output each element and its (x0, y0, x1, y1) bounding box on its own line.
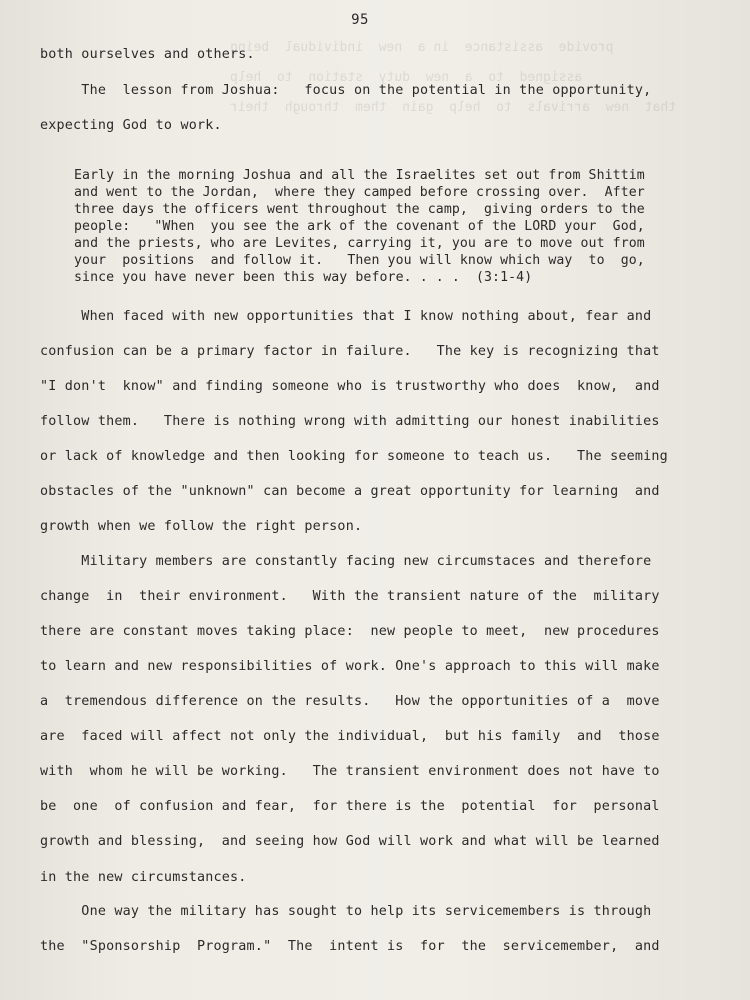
text-line: growth and blessing, and seeing how God will work and what will be learned (40, 834, 660, 849)
show-through-texture: that new arrivals to help gain them through their (230, 100, 677, 115)
text-line: the "Sponsorship Program." The intent is for the servicemember, and (40, 939, 660, 954)
text-line: obstacles of the "unknown" can become a great opportunity for learning and (40, 484, 660, 499)
quote-line: people: "When you see the ark of the covenant of the LORD your God, (74, 219, 645, 234)
text-line: When faced with new opportunities that I know nothing about, fear and (40, 309, 652, 324)
text-line: follow them. There is nothing wrong with admitting our honest inabilities (40, 414, 660, 429)
text-line: growth when we follow the right person. (40, 519, 363, 534)
text-line: confusion can be a primary factor in failure. The key is recognizing that (40, 344, 660, 359)
quote-line: Early in the morning Joshua and all the Israelites set out from Shittim (74, 168, 645, 183)
text-line: or lack of knowledge and then looking for someone to teach us. The seeming (40, 449, 668, 464)
text-line: "I don't know" and finding someone who is trustworthy who does know, and (40, 379, 660, 394)
quote-line: three days the officers went throughout the camp, giving orders to the (74, 202, 645, 217)
text-line: One way the military has sought to help its servicemembers is through (40, 904, 652, 919)
text-line: be one of confusion and fear, for there is the potential for personal (40, 799, 660, 814)
text-line: to learn and new responsibilities of work. One's approach to this will make (40, 659, 660, 674)
show-through-texture: provide assistance in a new individual being (230, 40, 614, 55)
text-line: change in their environment. With the transient nature of the military (40, 589, 660, 604)
text-line: with whom he will be working. The transient environment does not have to (40, 764, 660, 779)
quote-line: and the priests, who are Levites, carrying it, you are to move out from (74, 236, 645, 251)
text-line: are faced will affect not only the individual, but his family and those (40, 729, 660, 744)
text-line: The lesson from Joshua: focus on the potential in the opportunity, (40, 83, 652, 98)
text-line: in the new circumstances. (40, 870, 247, 885)
show-through-texture: assigned to a new duty station to help (230, 70, 583, 85)
page-number: 95 (351, 12, 369, 28)
text-line: expecting God to work. (40, 118, 222, 133)
text-line: Military members are constantly facing new circumstaces and therefore (40, 554, 652, 569)
quote-line: your positions and follow it. Then you will know which way to go, (74, 253, 645, 268)
text-line: a tremendous difference on the results. How the opportunities of a move (40, 694, 660, 709)
quote-line: since you have never been this way before. . . . (3:1-4) (74, 270, 533, 285)
text-line: both ourselves and others. (40, 47, 255, 62)
quote-line: and went to the Jordan, where they camped before crossing over. After (74, 185, 645, 200)
text-line: there are constant moves taking place: new people to meet, new procedures (40, 624, 660, 639)
